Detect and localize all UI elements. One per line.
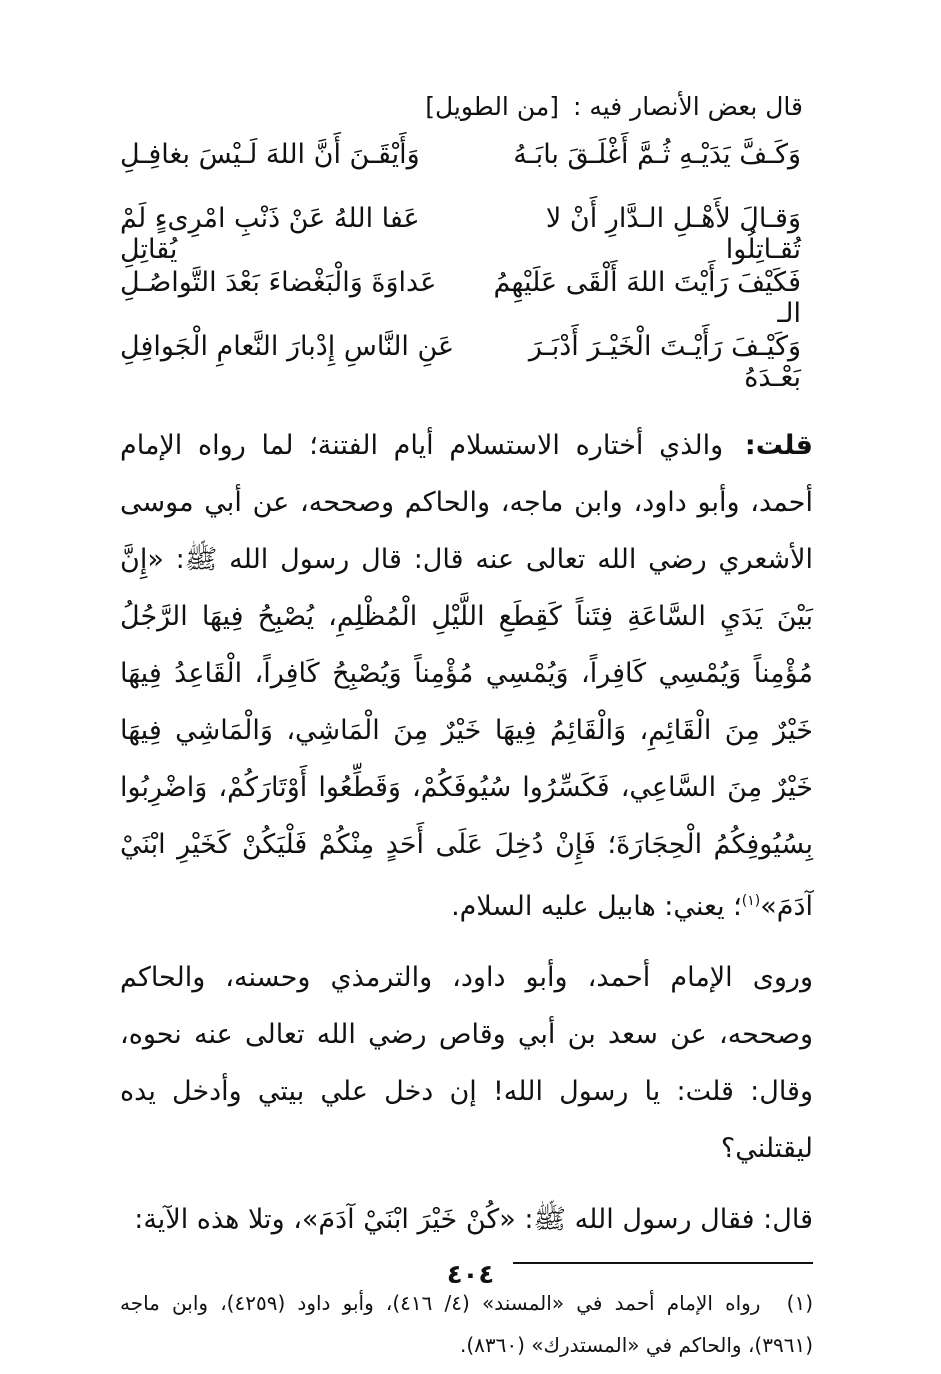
paragraph-text: قال: فقال رسول الله ﷺ: «كُنْ خَيْرَ ابْنَيْ آدَمَ»، وتلا هذه الآية: bbox=[134, 1204, 813, 1235]
paragraph-tail: ؛ يعني: هابيل عليه السلام. bbox=[451, 891, 742, 922]
paragraph-lead: قلت: bbox=[744, 430, 813, 461]
prose-body bbox=[120, 417, 813, 1248]
poem bbox=[120, 139, 813, 395]
verse-first-hemistich: وَكَيْـفَ رَأَيْـتَ الْخَيْـرَ أَدْبَـرَ بَعْـدَهُ bbox=[528, 331, 801, 393]
paragraph-text: وروى الإمام أحمد، وأبو داود، والترمذي وحسنه، والحاكم وصححه، عن سعد بن أبي وقاص رضي الله تعالى عنه نحوه، وقال: قلت: يا رسول الله! إن دخل علي بيتي وأدخل يده ليقتلني؟ bbox=[120, 962, 813, 1164]
verse-second-hemistich: عَداوَةَ وَالْبَغْضاءَ بَعْدَ التَّواصُـلِ bbox=[120, 267, 437, 298]
verse-second-hemistich: عَفا اللهُ عَنْ ذَنْبِ امْرِىءٍ لَمْ يُقاتِلِ bbox=[120, 203, 420, 265]
verse-first-hemistich: فَكَيْفَ رَأَيْتَ اللهَ أَلْقَى عَلَيْهِمُ الـ bbox=[493, 267, 801, 329]
verse-first-hemistich: وَقـالَ لأَهْـلِ الـدَّارِ أَنْ لا تُقـاتِلُوا bbox=[545, 203, 801, 265]
paragraph bbox=[120, 1191, 813, 1248]
verse-second-hemistich: وَأَيْقَـنَ أَنَّ اللهَ لَـيْسَ بغافِـلِ bbox=[120, 139, 420, 170]
verse bbox=[120, 331, 813, 395]
verse-second-hemistich: عَنِ النَّاسِ إِدْبارَ النَّعامِ الْجَوافِلِ bbox=[120, 331, 455, 362]
verse bbox=[120, 203, 813, 267]
footnote-reference[interactable]: (١) bbox=[741, 893, 761, 909]
paragraph bbox=[120, 417, 813, 935]
verse bbox=[120, 267, 813, 331]
paragraph bbox=[120, 949, 813, 1177]
footnote-text: رواه الإمام أحمد في «المسند» (٤/ ٤١٦)، وأبو داود (٤٢٥٩)، وابن ماجه (٣٩٦١)، والحاكم في «المستدرك» (٨٣٦٠). bbox=[120, 1291, 813, 1357]
paragraph-text: والذي أختاره الاستسلام أيام الفتنة؛ لما رواه الإمام أحمد، وأبو داود، وابن ماجه، والحاكم وصححه، عن أبي موسى الأشعري رضي الله تعالى عنه قال: قال رسول الله ﷺ: «إِنَّ بَيْنَ يَدَيِ السَّاعَةِ فِتَناً كَقِطَعِ اللَّيْلِ الْمُظْلِمِ، يُصْبِحُ فِيهَا الرَّجُلُ مُؤْمِناً وَيُمْسِي كَافِراً، وَيُمْسِي مُؤْمِناً وَيُصْبِحُ كَافِراً، الْقَاعِدُ فِيهَا خَيْرٌ مِنَ الْقَائِمِ، وَالْقَائِمُ فِيهَا خَيْرٌ مِنَ الْمَاشِي، وَالْمَاشِي فِيهَا خَيْرٌ مِنَ السَّاعِي، فَكَسِّرُوا سُيُوفَكُمْ، وَقَطِّعُوا أَوْتَارَكُمْ، وَاضْرِبُوا بِسُيُوفِكُمُ الْحِجَارَةَ؛ فَإِنْ دُخِلَ عَلَى أَحَدٍ مِنْكُمْ فَلْيَكُنْ كَخَيْرِ ابْنَيْ آدَمَ» bbox=[120, 430, 813, 922]
footnote-number: (١) bbox=[786, 1291, 813, 1315]
meter-label: [من الطويل] bbox=[425, 92, 560, 121]
verse-first-hemistich: وَكَـفَّ يَدَيْـهِ ثُـمَّ أَغْلَـقَ بابَـهُ bbox=[513, 139, 801, 170]
verse bbox=[120, 139, 813, 203]
intro-text: قال بعض الأنصار فيه : bbox=[572, 92, 803, 121]
page-number: ٤٠٤ bbox=[446, 1260, 495, 1290]
poem-intro bbox=[120, 92, 803, 121]
footnote bbox=[120, 1282, 813, 1366]
